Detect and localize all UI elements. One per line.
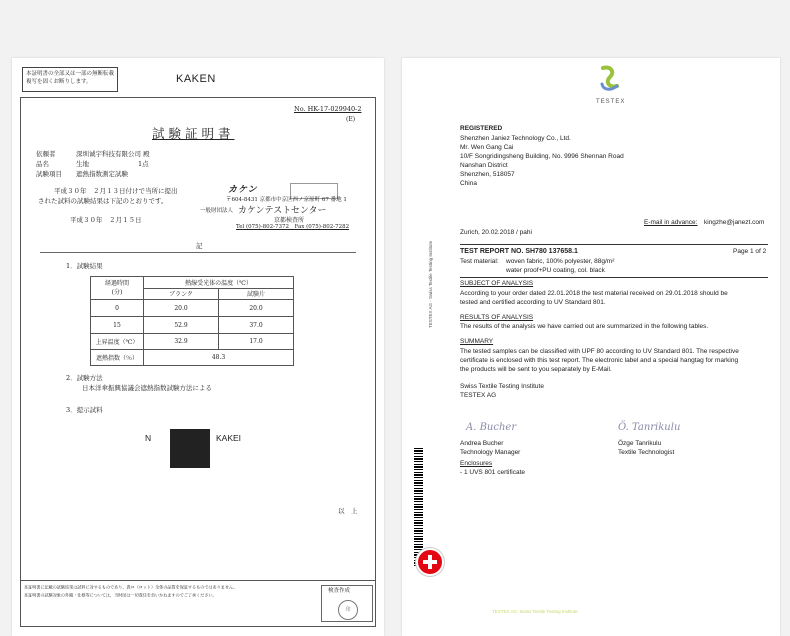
signer-1-name: Andrea Bucher [460,440,504,447]
institute-company: TESTEX AG [460,392,497,399]
ki-mark: 記 [196,242,203,250]
report-number: TEST REPORT NO. SH780 137658.1 [460,248,578,255]
certificate-title: 試験証明書 [152,126,235,141]
cell-blank: 52.9 [144,317,219,334]
issue-date: 平成３０年 ２月１５日 [70,216,142,224]
footer-text: TESTEX AG, Swiss Textile Testing Institute [492,609,578,614]
seal-stamp: 印 [338,600,358,620]
date-place: Zurich, 20.02.2018 / pahi [460,229,532,236]
table-row [91,350,294,366]
report-top-rule [460,244,768,245]
cell-sample: 37.0 [219,317,294,334]
material-line-2: water proof+PU coating, col. black [506,267,605,274]
email-label: E-mail in advance: [644,219,698,226]
header-time: 経過時間 [104,280,129,287]
header-time-cell [91,277,144,300]
address-line: Nanshan District [460,162,508,169]
document-number: No. HK-17-029940-2 [294,105,362,113]
body-line-1: 平成３０年 ２月１３日付けで当所に提出 [54,187,178,195]
cell-rise-sample: 17.0 [219,334,294,350]
product-value: 生地 [76,160,89,168]
registered-label: REGISTERED [460,125,503,132]
page-indicator: Page 1 of 2 [733,248,767,255]
summary-line-2: certificate is enclosed with this test report. The electronic label and a special hangtag for marking [460,357,739,364]
footer-divider [20,580,376,581]
cell-index-label: 遮熱指数（％） [91,350,144,366]
summary-heading: SUMMARY [460,338,494,345]
lab-address: 〒604-8431 京都市中京区西ノ京原町 67 番地 1 [226,197,347,203]
address-line: Mr. Wen Gang Cai [460,144,514,151]
summary-line-3: the products will be sent to you separately by E-Mail. [460,366,612,373]
testex-logo-icon [597,64,623,94]
lab-telephone: Tel (075)-802-7372 Fax (075)-802-7282 [236,224,350,230]
signer-2-name: Özge Tanrikulu [618,440,662,447]
body-line-2: された試料の試験結果は下記のとおりです。 [38,197,168,205]
client-label: 依頼者 [36,150,56,158]
kaken-logo: KAKEN [176,73,216,85]
signature-tanrikulu: Ö. Tanrikulu [618,422,681,433]
footnote-2: 本証明書の試験対象の外観・仕様等については，当財団は一切責任を負いかねますのでご了承ください。 [24,593,217,598]
table-row [91,300,294,317]
subject-line-1: According to your order dated 22.01.2018 the test material received on 29.01.2018 should be [460,290,728,297]
table-row [91,317,294,334]
lab-name-prefix: 一般財団法人 [200,208,234,214]
cell-time: 0 [91,300,144,317]
signer-2-role: Textile Technologist [618,449,675,456]
seal-header: 検査作成 [328,588,351,594]
header-sample: 試験片 [219,288,294,300]
test-item-value: 遮熱指数測定試験 [76,170,128,178]
cell-sample: 20.0 [219,300,294,317]
enclosure-item: - 1 UVS 801 certificate [460,469,526,476]
material-label: Test material: [460,258,499,265]
sidebar-vertical-text: TESTEX AG · Swiss Textile Testing Institute [428,240,433,328]
table-row [91,334,294,350]
email-address: kingzhe@janezt.com [704,219,765,226]
cell-time: 15 [91,317,144,334]
client-value: 深圳诚宇科技有限公司 殿 [76,150,150,158]
header-time-unit: (分) [111,289,123,296]
copyright-notice: 本証明書の全部又は一部の無断転載複写を固くお断りします。 [22,67,118,92]
divider [40,252,356,253]
test-item-label: 試験項目 [36,170,62,178]
kaken-lab-logo: カケン [228,185,258,195]
address-line: 10/F Songridingsheng Building, No. 9996 Shennan Road [460,153,624,160]
product-quantity: 1点 [138,160,149,168]
fabric-sample [170,429,210,468]
address-line: China [460,180,477,187]
signature-bucher: A. Bucher [466,422,517,433]
testex-logo: TESTEX [596,99,626,105]
lab-branch: 京都検査所 [274,217,305,224]
cell-index-value: 48.3 [144,350,294,366]
testex-test-report [402,58,780,636]
subject-heading: SUBJECT OF ANALYSIS [460,280,534,287]
document-number-suffix: (E) [346,116,356,123]
material-line-1: woven fabric, 100% polyester, 88g/m² [506,258,615,265]
section-3-heading: 3．提示試料 [66,406,103,414]
sample-label-left: N [145,433,152,443]
swiss-cross-icon [416,548,444,576]
subject-line-2: tested and certified according to UV Standard 801. [460,299,606,306]
section-2-heading: 2．試験方法 [66,374,103,382]
lab-name: カケンテストセンター [238,205,327,215]
product-label: 品名 [36,160,49,168]
cell-blank: 20.0 [144,300,219,317]
cell-rise-label: 上昇温度（℃） [91,334,144,350]
footnote-1: 本証明書に記載の試験結果は試料に対するものであり，貴ロ（ロット）全体の品質を保証するものではありません。 [24,585,238,590]
end-mark: 以 上 [338,507,358,515]
results-table [90,276,294,366]
japanese-test-certificate [12,58,384,636]
institute-name: Swiss Textile Testing Institute [460,383,544,390]
address-line: Shenzhen Janiez Technology Co., Ltd. [460,135,571,142]
cell-rise-blank: 32.9 [144,334,219,350]
signer-1-role: Technology Manager [460,449,521,456]
results-heading: RESULTS OF ANALYSIS [460,314,534,321]
results-line: The results of the analysis we have carried out are summarized in the following tables. [460,323,709,330]
test-method: 日本洋傘振興協議会遮熱指数試験方法による [82,384,212,392]
summary-line-1: The tested samples can be classified with UPF 80 according to UV Standard 801. The respective [460,348,739,355]
report-rule [460,277,768,278]
sample-label-right: KAKEI [216,433,242,443]
header-blank: ブランク [144,288,219,300]
enclosures-heading: Enclosures [460,460,493,467]
section-1-heading: 1．試験結果 [66,262,103,270]
header-temp: 熱線受光体の温度（℃） [144,277,294,289]
address-line: Shenzhen, 518057 [460,171,515,178]
